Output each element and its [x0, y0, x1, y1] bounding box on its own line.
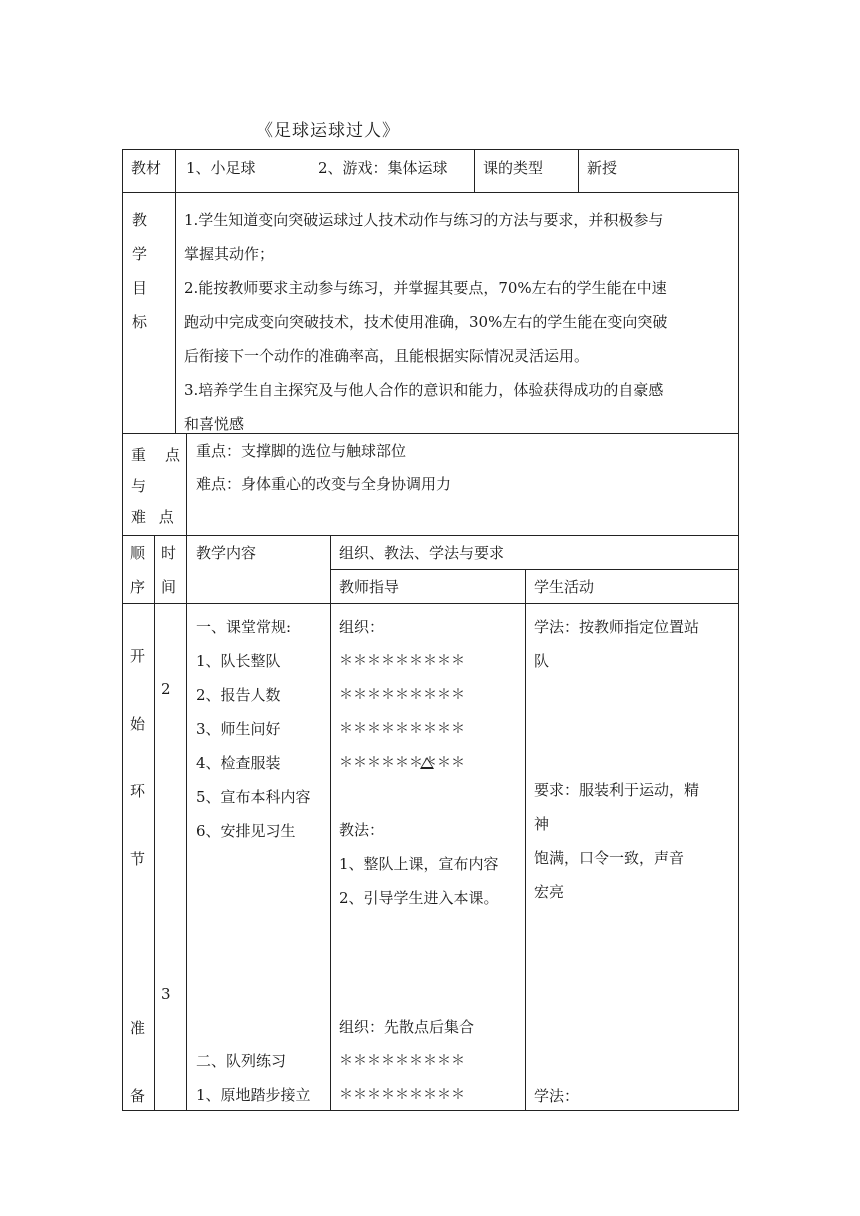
objective-line: 3.培养学生自主探究及与他人合作的意识和能力，体验获得成功的自豪感	[184, 381, 664, 399]
content-item: 5、宣布本科内容	[196, 788, 311, 806]
content-header: 教学内容	[196, 544, 257, 562]
keypoints-label-line: 与	[131, 477, 147, 495]
organization-header: 组织、教法、学法与要求	[339, 544, 505, 562]
table-border-top	[122, 149, 739, 150]
table-divider	[122, 603, 739, 604]
stage-char: 开	[130, 647, 146, 665]
keypoints-label-line: 难 点	[131, 508, 178, 526]
content-item: 6、安排见习生	[196, 822, 296, 840]
content-list	[196, 610, 311, 848]
objective-line: 1.学生知道变向突破运球过人技术动作与练习的方法与要求，并积极参与	[184, 211, 664, 229]
content-item: 2、报告人数	[196, 686, 281, 704]
formation-row: ＊＊＊＊＊＊＊＊＊	[339, 721, 465, 737]
student-line: 宏亮	[534, 883, 565, 901]
objectives-label-char: 学	[132, 245, 148, 263]
content-item: 1、原地踏步接立	[196, 1086, 311, 1104]
content-item: 一、课堂常规:	[196, 618, 292, 636]
table-divider	[474, 149, 475, 193]
student-line: 要求：服装利于运动，精	[534, 781, 700, 799]
stage-char: 节	[130, 850, 146, 868]
material-item-2: 2、游戏：集体运球	[318, 159, 448, 177]
difficulty-text: 难点：身体重心的改变与全身协调用力	[196, 475, 452, 493]
teacher-line: 2、引导学生进入本课。	[339, 889, 499, 907]
stage-char: 备	[130, 1087, 146, 1105]
teacher-method	[339, 813, 499, 915]
teacher-line: 组织：先散点后集合	[339, 1018, 475, 1036]
objective-line: 和喜悦感	[184, 415, 245, 433]
content-item: 4、检查服装	[196, 754, 281, 772]
student-line: 队	[534, 652, 550, 670]
lesson-type-label: 课的类型	[483, 159, 544, 177]
time-value: 3	[161, 985, 171, 1003]
content-item: 1、队长整队	[196, 652, 281, 670]
table-divider	[330, 569, 739, 570]
key-point-text: 重点：支撑脚的选位与触球部位	[196, 442, 407, 460]
teacher-line: 组织：	[339, 618, 385, 636]
teacher-line: 教法：	[339, 821, 385, 839]
table-border-left	[122, 149, 123, 1111]
stage-char: 环	[130, 782, 146, 800]
content-list-2	[196, 1044, 311, 1112]
student-line: 学法：按教师指定位置站	[534, 618, 700, 636]
student-line: 饱满，口令一致，声音	[534, 849, 685, 867]
content-item: 二、队列练习	[196, 1052, 287, 1070]
table-divider	[175, 149, 176, 434]
objectives-text	[184, 203, 667, 441]
teacher-header: 教师指导	[339, 578, 400, 596]
teacher-line: 1、整队上课，宣布内容	[339, 855, 499, 873]
table-border-right	[738, 149, 739, 1111]
table-divider	[525, 569, 526, 1111]
page-title: 《足球运球过人》	[256, 121, 400, 141]
table-divider	[122, 192, 739, 193]
keypoints-label	[131, 440, 182, 533]
teacher-organization-2	[339, 1010, 474, 1112]
material-item-1: 1、小足球	[186, 159, 256, 177]
keypoints-label-line: 重 点	[131, 446, 183, 464]
formation-row: ＊＊＊＊＊＊＊＊＊	[339, 1053, 465, 1069]
stage-char: 始	[130, 715, 146, 733]
objectives-label	[132, 203, 147, 339]
objective-line: 掌握其动作；	[184, 245, 275, 263]
objectives-label-char: 目	[132, 279, 148, 297]
objective-line: 2.能按教师要求主动参与练习，并掌握其要点，70%左右的学生能在中速	[184, 279, 667, 297]
objective-line: 后衔接下一个动作的准确率高，且能根据实际情况灵活运用。	[184, 347, 590, 365]
formation-row: ＊＊＊＊＊＊＊＊＊	[339, 687, 465, 703]
time-header-2: 间	[161, 578, 177, 596]
order-header-1: 顺	[130, 544, 146, 562]
formation-row: ＊＊＊＊＊＊＊＊＊	[339, 755, 465, 771]
formation-row: ＊＊＊＊＊＊＊＊＊	[339, 653, 465, 669]
content-item: 3、师生问好	[196, 720, 281, 738]
teacher-position-triangle-icon	[420, 757, 434, 769]
teacher-organization	[339, 610, 465, 780]
student-requirements	[534, 773, 699, 909]
student-line: 神	[534, 815, 550, 833]
student-header: 学生活动	[534, 578, 595, 596]
table-divider	[154, 535, 155, 1111]
table-divider	[122, 535, 739, 536]
time-header-1: 时	[161, 544, 177, 562]
material-label: 教材	[131, 159, 162, 177]
table-divider	[330, 535, 331, 1111]
table-divider	[578, 149, 579, 193]
order-header-2: 序	[130, 578, 146, 596]
objective-line: 跑动中完成变向突破技术，技术使用准确，30%左右的学生能在变向突破	[184, 313, 668, 331]
lesson-type-value: 新授	[587, 159, 618, 177]
student-method	[534, 610, 699, 678]
table-divider	[186, 433, 187, 1111]
formation-row: ＊＊＊＊＊＊＊＊＊	[339, 1087, 465, 1103]
stage-char: 准	[130, 1019, 146, 1037]
time-value: 2	[161, 680, 171, 698]
student-line: 学法：	[534, 1087, 580, 1105]
objectives-label-char: 教	[132, 211, 148, 229]
objectives-label-char: 标	[132, 313, 148, 331]
